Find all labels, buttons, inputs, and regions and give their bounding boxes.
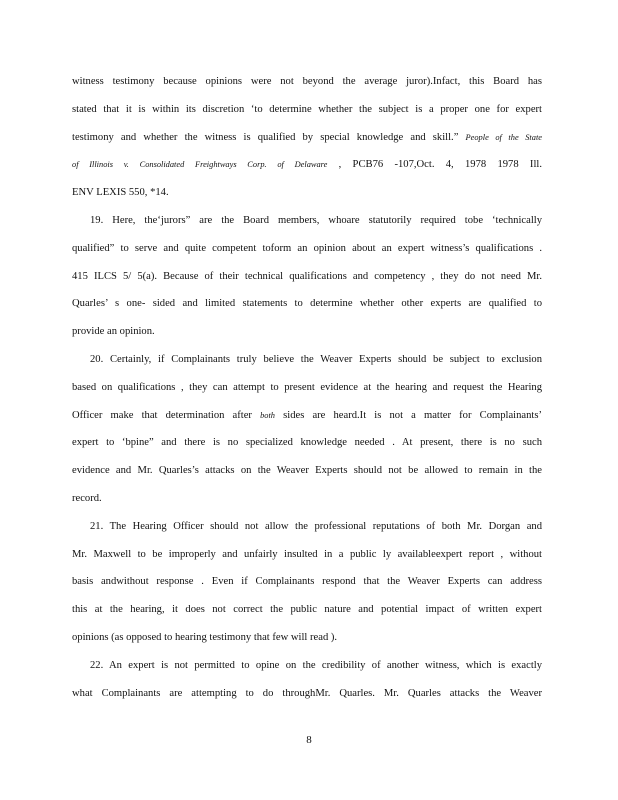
text-line: ENV LEXIS 550, *14. bbox=[72, 187, 169, 199]
text-line: 415 ILCS 5/ 5(a). Because of their technical qualifications and competency , they do not need Mr. bbox=[72, 270, 542, 282]
text-line: 22. An expert is not permitted to opine on the credibility of another witness, which is exactly bbox=[90, 659, 542, 671]
text-line: this at the hearing, it does not correct the public nature and potential impact of written expert bbox=[72, 604, 542, 616]
text-run: , PCB76 -107,Oct. 4, 1978 1978 Ill. bbox=[338, 159, 542, 171]
text-line: 21. The Hearing Officer should not allow the professional reputations of both Mr. Dorgan and bbox=[90, 520, 542, 532]
text-line: Mr. Maxwell to be improperly and unfairly insulted in a public ly availableexpert report , without bbox=[72, 548, 542, 560]
text-line: based on qualifications , they can attempt to present evidence at the hearing and request the Hearing bbox=[72, 381, 542, 393]
page-number: 8 bbox=[306, 734, 312, 746]
text-line: Quarles’ s one- sided and limited statements to determine whether other experts are qualified to bbox=[72, 298, 542, 310]
text-line: opinions (as opposed to hearing testimony that few will read ). bbox=[72, 631, 338, 643]
text-line: expert to ‘bpine” and there is no specialized knowledge needed . At present, there is no such bbox=[72, 437, 542, 449]
paragraph-21 bbox=[72, 513, 542, 652]
text-line: provide an opinion. bbox=[72, 326, 155, 338]
paragraph-20 bbox=[72, 346, 542, 513]
text-line: 19. Here, the‘jurors” are the Board members, whoare statutorily required tobe ‘technically bbox=[90, 214, 542, 226]
text-run: Officer make that determination after bbox=[72, 409, 252, 421]
text-line: witness testimony because opinions were not beyond the average juror).Infact, this Board has bbox=[72, 76, 542, 87]
paragraph-19 bbox=[72, 207, 542, 346]
text-line bbox=[72, 402, 542, 430]
body-text bbox=[72, 68, 542, 707]
text-run: testimony and whether the witness is qualified by special knowledge and skill.” bbox=[72, 131, 459, 143]
emphasis: both bbox=[260, 410, 275, 420]
text-line: evidence and Mr. Quarles’s attacks on the Weaver Experts should not be allowed to remain in the bbox=[72, 465, 542, 477]
paragraph-continued bbox=[72, 68, 542, 207]
text-line: basis andwithout response . Even if Complainants respond that the Weaver Experts can address bbox=[72, 576, 542, 588]
text-line: qualified” to serve and quite competent toform an opinion about an expert witness’s qualifications . bbox=[72, 242, 542, 254]
case-citation: of Illinois v. Consolidated Freightways Corp. of Delaware bbox=[72, 160, 328, 170]
text-line: what Complainants are attempting to do throughMr. Quarles. Mr. Quarles attacks the Weaver bbox=[72, 687, 542, 699]
text-line: record. bbox=[72, 492, 102, 504]
text-line: stated that it is within its discretion ‘to determine whether the subject is a proper one for expert bbox=[72, 103, 542, 115]
text-line: 20. Certainly, if Complainants truly believe the Weaver Experts should be subject to exclusion bbox=[90, 353, 542, 365]
text-line bbox=[72, 151, 542, 179]
paragraph-22 bbox=[72, 652, 542, 708]
text-run: sides are heard.It is not a matter for Complainants’ bbox=[283, 409, 543, 421]
text-line bbox=[72, 124, 542, 152]
case-citation: People of the State bbox=[465, 132, 542, 142]
